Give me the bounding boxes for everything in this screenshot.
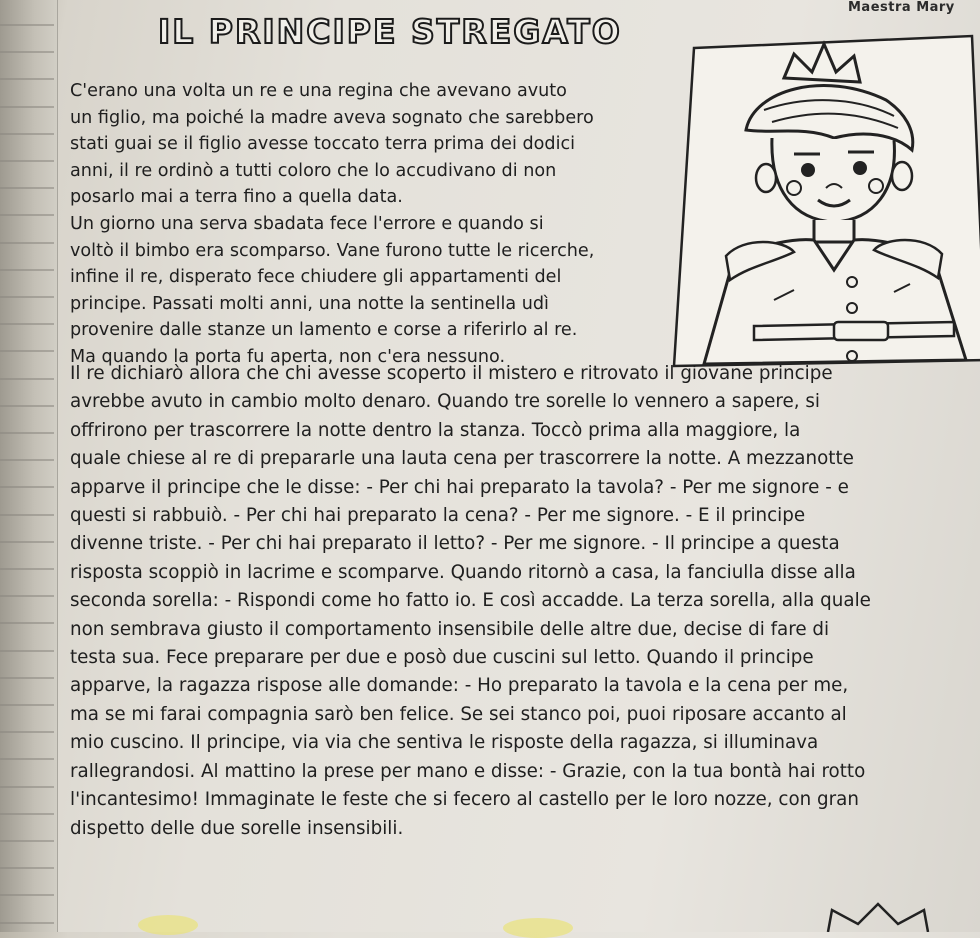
story-paragraph-1 <box>70 78 652 211</box>
leaf-decoration <box>138 915 198 935</box>
text-line: posarlo mai a terra fino a quella data. <box>70 187 403 207</box>
text-line: apparve il principe che le disse: - Per chi hai preparato la tavola? - Per me signore - e <box>70 476 849 498</box>
binder-line <box>0 323 54 325</box>
binder-line <box>0 350 54 352</box>
binder-line <box>0 160 54 162</box>
author-label: Maestra Mary <box>848 0 955 15</box>
binder-line <box>0 269 54 271</box>
binder-line <box>0 922 54 924</box>
leaf-decoration <box>503 918 573 938</box>
binder-line <box>0 758 54 760</box>
text-line: principe. Passati molti anni, una notte la sentinella udì <box>70 293 549 314</box>
text-line: rallegrandosi. Al mattino la prese per mano e disse: - Grazie, con la tua bontà hai rotto <box>70 760 866 782</box>
binder-line <box>0 813 54 815</box>
binder-line <box>0 214 54 216</box>
prince-illustration <box>654 30 980 370</box>
crown-icon <box>818 900 938 932</box>
text-line: Il re dichiarò allora che chi avesse scoperto il mistero e ritrovato il giovane principe <box>70 363 833 384</box>
text-line: Ma quando la porta fu aperta, non c'era nessuno. <box>70 346 506 367</box>
binder-line <box>0 704 54 706</box>
binder-line <box>0 78 54 80</box>
binder-line <box>0 894 54 896</box>
binder-line <box>0 541 54 543</box>
binder-line <box>0 731 54 733</box>
text-line: seconda sorella: - Rispondi come ho fatto io. E così accadde. La terza sorella, alla quale <box>70 590 871 612</box>
binder-line <box>0 514 54 516</box>
text-line: C'erano una volta un re e una regina che avevano avuto <box>70 81 567 101</box>
text-line: ma se mi farai compagnia sarò ben felice. Se sei stanco poi, puoi riposare accanto al <box>70 703 847 725</box>
text-line: questi si rabbuiò. - Per chi hai preparato la cena? - Per me signore. - E il principe <box>70 505 806 527</box>
text-line: offrirono per trascorrere la notte dentro la stanza. Toccò prima alla maggiore, la <box>70 419 801 441</box>
binder-line <box>0 650 54 652</box>
binder-line <box>0 242 54 244</box>
text-line: mio cuscino. Il principe, via via che sentiva le risposte della ragazza, si illuminava <box>70 732 819 754</box>
text-line: avrebbe avuto in cambio molto denaro. Quando tre sorelle lo vennero a sapere, si <box>70 391 820 413</box>
binder-line <box>0 677 54 679</box>
binder-line <box>0 24 54 26</box>
binder-line <box>0 133 54 135</box>
page-title: IL PRINCIPE STREGATO <box>158 12 622 51</box>
binder-line <box>0 595 54 597</box>
binder-line <box>0 867 54 869</box>
text-line: risposta scoppiò in lacrime e scomparve. Quando ritornò a casa, la fanciulla disse alla <box>70 561 856 583</box>
text-line: un figlio, ma poiché la madre aveva sognato che sarebbero <box>70 107 594 128</box>
text-line: testa sua. Fece preparare per due e posò due cuscini sul letto. Quando il principe <box>70 647 814 669</box>
text-line: infine il re, disperato fece chiudere gli appartamenti del <box>70 267 562 287</box>
story-paragraph-3 <box>70 360 968 843</box>
binder-line <box>0 486 54 488</box>
binder-line <box>0 622 54 624</box>
binder-line <box>0 459 54 461</box>
notebook-binding <box>0 0 58 932</box>
text-line: non sembrava giusto il comportamento insensibile delle altre due, decise di fare di <box>70 618 830 640</box>
binder-line <box>0 568 54 570</box>
text-line: dispetto delle due sorelle insensibili. <box>70 817 404 839</box>
worksheet-page <box>58 0 980 932</box>
text-line: Un giorno una serva sbadata fece l'errore e quando si <box>70 214 544 234</box>
text-line: anni, il re ordinò a tutti coloro che lo accudivano di non <box>70 160 557 181</box>
text-line: stati guai se il figlio avesse toccato terra prima dei dodici <box>70 134 576 154</box>
text-line: l'incantesimo! Immaginate le feste che si fecero al castello per le loro nozze, con gran <box>70 789 859 811</box>
text-line: provenire dalle stanze un lamento e corse a riferirlo al re. <box>70 320 578 340</box>
text-line: divenne triste. - Per chi hai preparato il letto? - Per me signore. - Il principe a questa <box>70 533 840 555</box>
text-line: voltò il bimbo era scomparso. Vane furono tutte le ricerche, <box>70 240 595 261</box>
story-paragraph-2 <box>70 211 652 370</box>
binder-line <box>0 106 54 108</box>
binder-line <box>0 432 54 434</box>
text-line: quale chiese al re di prepararle una lauta cena per trascorrere la notte. A mezzanotte <box>70 448 854 470</box>
binder-line <box>0 405 54 407</box>
binder-line <box>0 296 54 298</box>
text-line: apparve, la ragazza rispose alle domande: - Ho preparato la tavola e la cena per me, <box>70 675 849 697</box>
binder-line <box>0 187 54 189</box>
binder-line <box>0 786 54 788</box>
binder-line <box>0 378 54 380</box>
binder-line <box>0 840 54 842</box>
binder-line <box>0 51 54 53</box>
